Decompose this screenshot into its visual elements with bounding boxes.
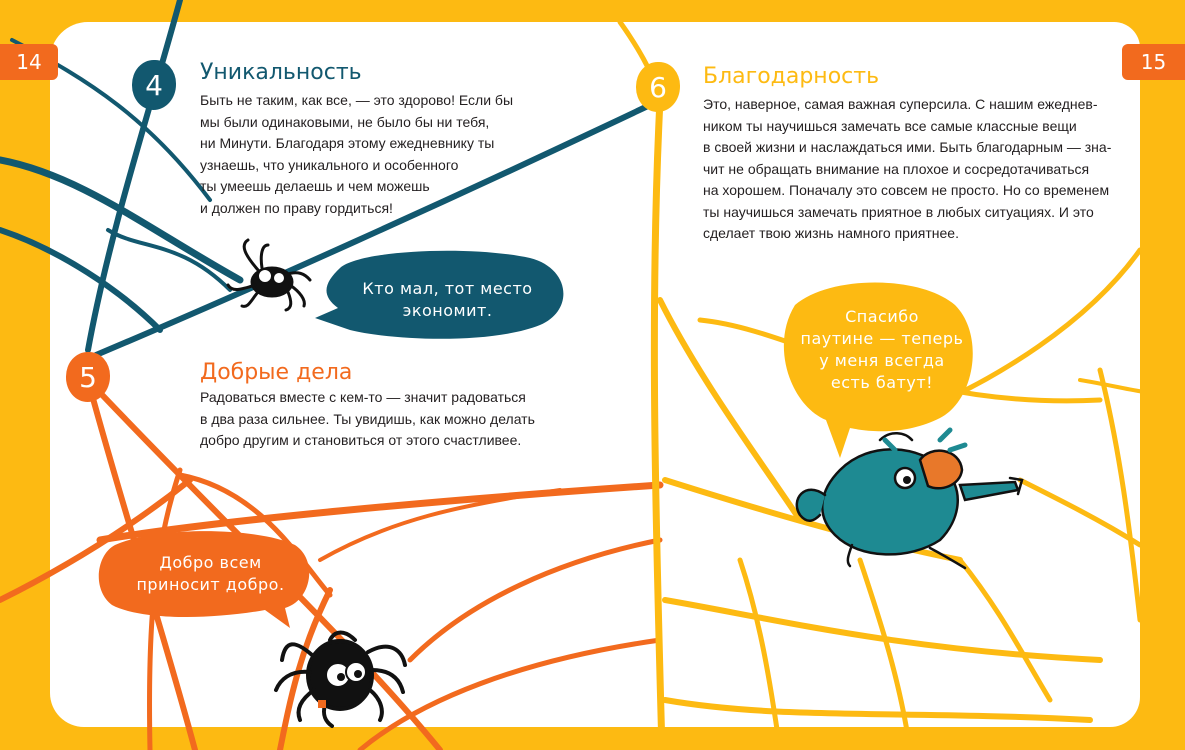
section-title-good-deeds: Добрые дела bbox=[200, 360, 353, 385]
small-spider-illustration bbox=[228, 240, 310, 310]
page-number-left: 14 bbox=[0, 44, 58, 80]
section-text-good-deeds: Радоваться вместе с кем-то — значит радоваться в два раза сильнее. Ты увидишь, как можно делать добро другим и становиться от этого счастливее. bbox=[200, 389, 535, 448]
teal-creature-illustration bbox=[797, 430, 1022, 568]
yellow-bubble-text: Спасибо паутине — теперь у меня всегда есть батут! bbox=[800, 307, 964, 392]
section-number-badge-6: 6 bbox=[636, 62, 680, 112]
section-title-gratitude: Благодарность bbox=[703, 64, 880, 89]
section-number-badge-4: 4 bbox=[132, 60, 176, 110]
page-number-right: 15 bbox=[1122, 44, 1185, 80]
section-text-uniqueness: Быть не таким, как все, — это здорово! Если бы мы были одинаковыми, не было бы ни тебя, ни Минути. Благодаря этому ежедневнику ты узнаешь, что уникального и особенного ты умеешь делаешь и чем можешь и должен по праву гордиться! bbox=[200, 92, 514, 216]
section-number-badge-5: 5 bbox=[66, 352, 110, 402]
orange-bubble-text: Добро всем приносит добро. bbox=[136, 553, 285, 594]
section-title-uniqueness: Уникальность bbox=[200, 60, 362, 85]
blue-bubble-text: Кто мал, тот место экономит. bbox=[362, 279, 533, 320]
section-text-gratitude: Это, наверное, самая важная суперсила. С нашим ежеднев- ником ты научишься замечать все самые классные вещи в своей жизни и наслаждаться ими. Быть благодарным — зна- чит не обращать внимание на плохое и сосредотачиваться на хорошем. Поначалу это совсем не просто. Но со временем ты научишься замечать приятное в любых ситуациях. И это сделает твою жизнь намного приятнее. bbox=[703, 96, 1112, 241]
